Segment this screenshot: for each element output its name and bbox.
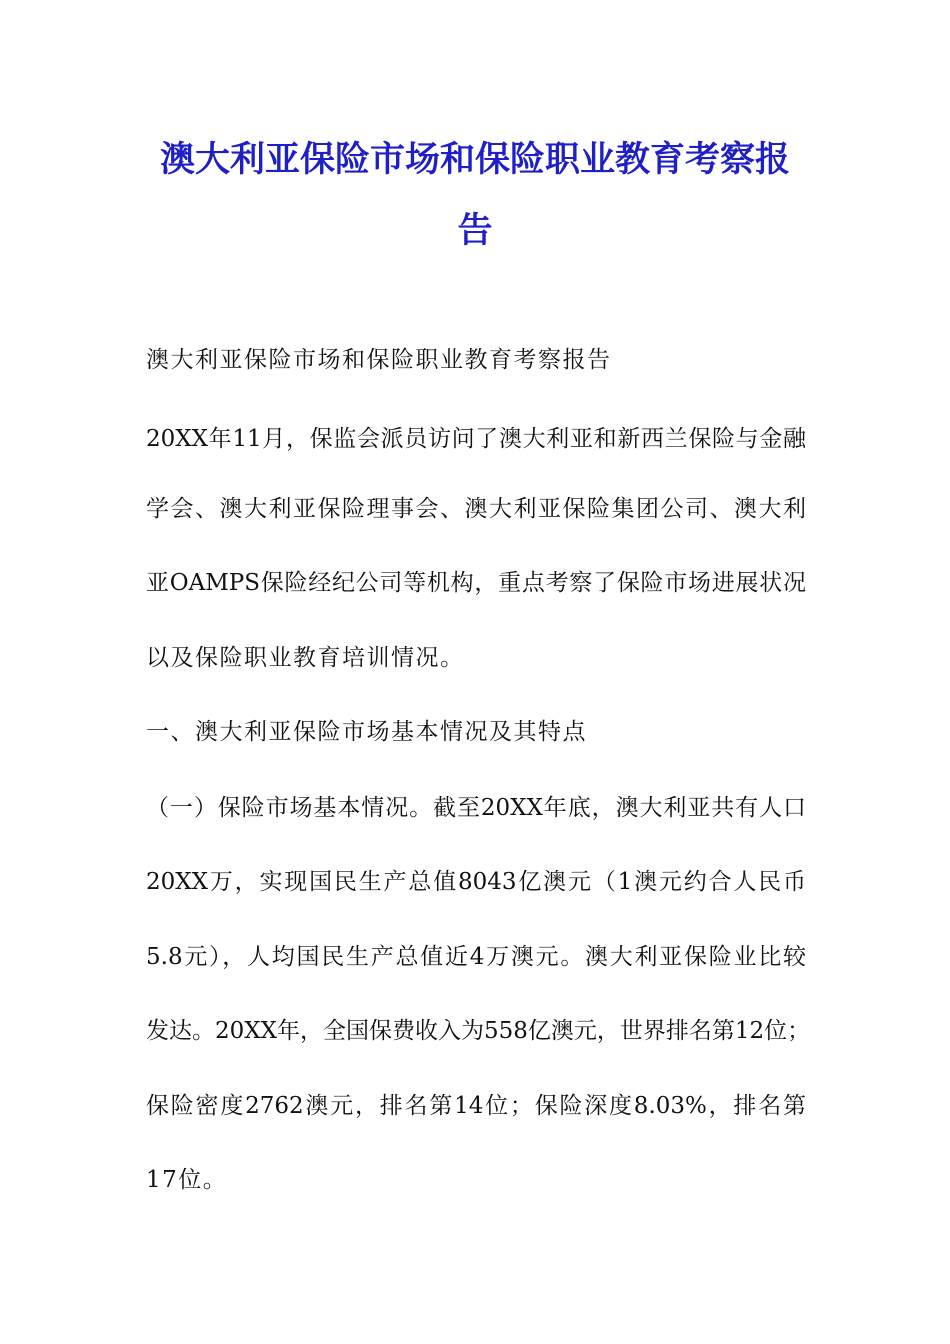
section-heading: 一、澳大利亚保险市场基本情况及其特点 [146, 719, 587, 745]
paragraph-line: 发达。20XX年，全国保费收入为558亿澳元，世界排名第12位； [146, 1018, 811, 1044]
document-title-line-1: 澳大利亚保险市场和保险职业教育考察报 [159, 140, 790, 180]
paragraph-line: 保险密度2762澳元，排名第14位；保险深度8.03%，排名第 [146, 1093, 806, 1119]
paragraph-line: 20XX万，实现国民生产总值8043亿澳元（1澳元约合人民币 [146, 869, 806, 895]
paragraph-line: 以及保险职业教育培训情况。 [146, 645, 465, 671]
paragraph-line: 亚OAMPS保险经纪公司等机构，重点考察了保险市场进展状况 [146, 570, 806, 596]
paragraph-line: 20XX年11月，保监会派员访问了澳大利亚和新西兰保险与金融 [146, 426, 806, 452]
paragraph-line: （一）保险市场基本情况。截至20XX年底，澳大利亚共有人口 [146, 795, 806, 821]
document-title-line-2: 告 [457, 211, 493, 251]
paragraph-line: 5.8元），人均国民生产总值近4万澳元。澳大利亚保险业比较 [146, 944, 806, 970]
paragraph-line: 17位。 [146, 1167, 228, 1193]
paragraph-line: 学会、澳大利亚保险理事会、澳大利亚保险集团公司、澳大利 [146, 496, 806, 522]
subtitle-line: 澳大利亚保险市场和保险职业教育考察报告 [146, 347, 612, 373]
